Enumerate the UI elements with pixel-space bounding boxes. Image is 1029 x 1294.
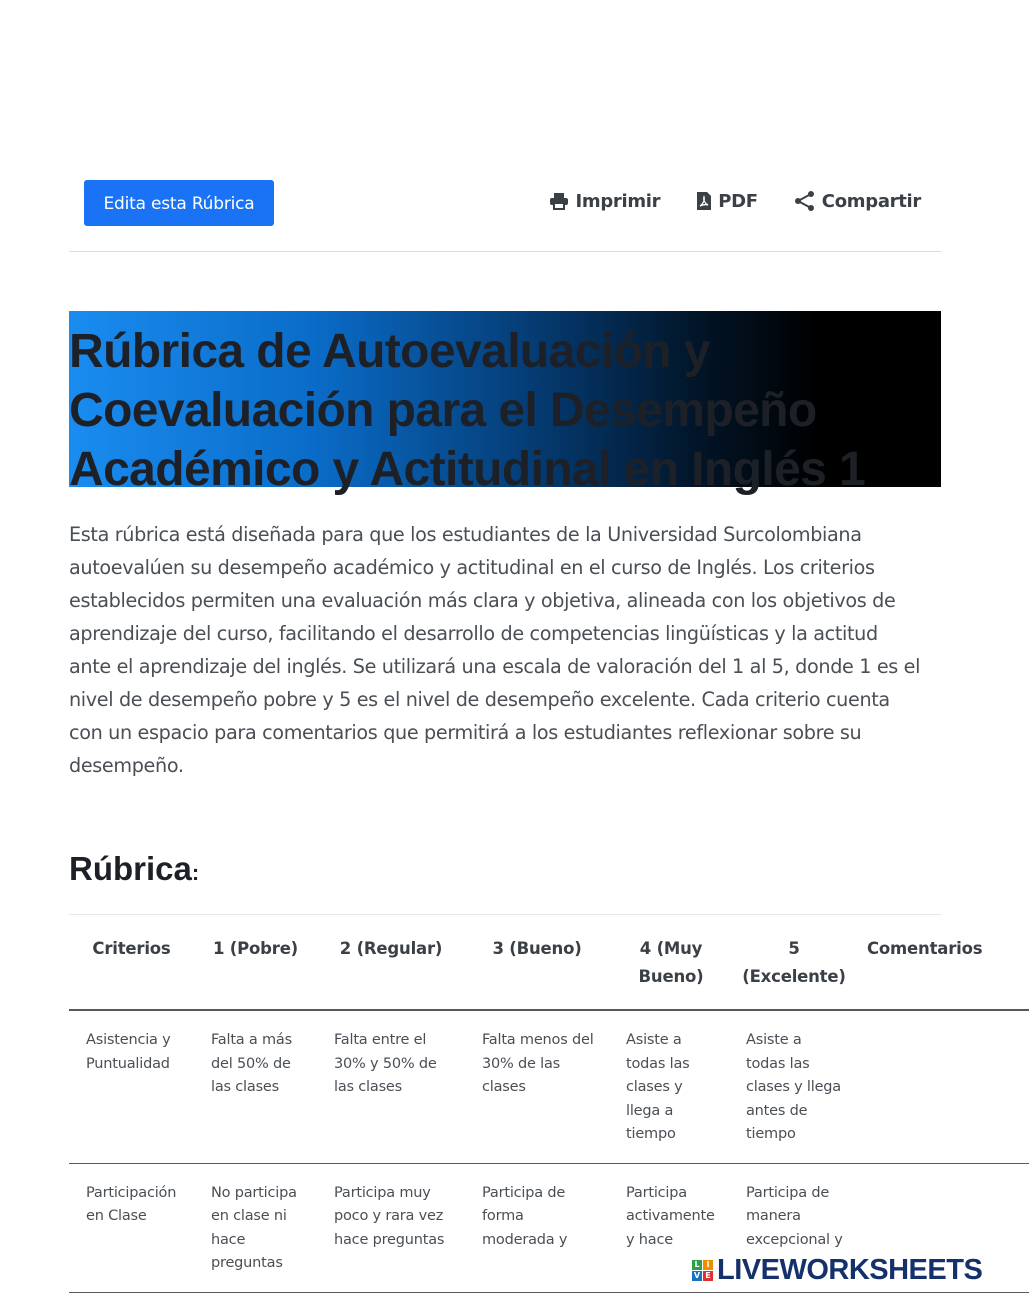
pdf-label: PDF — [718, 190, 758, 212]
rubric-header-row — [69, 915, 1029, 1010]
section-title-text: Rúbrica — [69, 850, 192, 887]
print-label: Imprimir — [575, 190, 661, 212]
share-button[interactable] — [794, 190, 921, 212]
rubric-description: Esta rúbrica está diseñada para que los estudiantes de la Universidad Surcolombiana autoevalúen su desempeño académico y actitudinal en el curso de Inglés. Los criterios establecidos permiten una evaluación más clara y objetiva, alineada con los objetivos de aprendizaje del curso, facilitando el desarrollo de competencias lingüísticas y la actitud ante el aprendizaje del inglés. Se utilizará una escala de valoración del 1 al 5, donde 1 es el nivel de desempeño pobre y 5 es el nivel de desempeño excelente. Cada criterio cuenta con un espacio para comentarios que permitirá a los estudiantes reflexionar sobre su desempeño. — [69, 523, 921, 777]
liveworksheets-logo — [692, 1254, 982, 1287]
printer-icon — [549, 192, 569, 210]
level-4-cell: Participa activamente y hace — [609, 1163, 729, 1292]
pdf-file-icon — [696, 191, 712, 211]
level-3-cell: Falta menos del 30% de las clases — [465, 1010, 609, 1163]
logo-letter-i: I — [703, 1260, 713, 1270]
rubric-table — [69, 915, 1029, 1293]
criterion-cell: Asistencia y Puntualidad — [69, 1010, 194, 1163]
comment-cell[interactable] — [859, 1010, 1029, 1163]
page-title: Rúbrica de Autoevaluación y Coevaluación para el Desempeño Académico y Actitudinal en Inglés 1 — [69, 325, 866, 496]
level-3-cell: Participa de forma moderada y — [465, 1163, 609, 1292]
header-level-3: 3 (Bueno) — [465, 915, 609, 1010]
level-1-cell: Falta a más del 50% de las clases — [194, 1010, 317, 1163]
logo-letter-e: E — [703, 1271, 713, 1281]
logo-text: LIVEWORKSHEETS — [717, 1254, 983, 1286]
table-row — [69, 1010, 1029, 1163]
level-5-cell: Asiste a todas las clases y llega antes de tiempo — [729, 1010, 859, 1163]
header-level-2: 2 (Regular) — [317, 915, 465, 1010]
logo-letter-v: V — [693, 1271, 701, 1280]
header-level-1: 1 (Pobre) — [194, 915, 317, 1010]
document-actions — [549, 190, 921, 212]
header-level-4: 4 (Muy Bueno) — [609, 915, 729, 1010]
toolbar-divider — [69, 251, 941, 252]
header-comentarios: Comentarios — [859, 915, 1029, 1010]
share-label: Compartir — [821, 190, 921, 212]
share-icon — [794, 190, 816, 212]
section-title-colon: : — [191, 860, 200, 885]
edit-rubric-button[interactable]: Edita esta Rúbrica — [84, 180, 274, 226]
logo-mark-icon — [692, 1260, 713, 1281]
level-2-cell: Falta entre el 30% y 50% de las clases — [317, 1010, 465, 1163]
level-1-cell: No participa en clase ni hace preguntas — [194, 1163, 317, 1292]
header-level-5: 5 (Excelente) — [729, 915, 859, 1010]
level-5-cell: Participa de manera excepcional y — [729, 1163, 859, 1292]
level-2-cell: Participa muy poco y rara vez hace preguntas — [317, 1163, 465, 1292]
section-title — [69, 850, 199, 888]
header-criterios: Criterios — [69, 915, 194, 1010]
level-4-cell: Asiste a todas las clases y llega a tiempo — [609, 1010, 729, 1163]
criterion-cell: Participación en Clase — [69, 1163, 194, 1292]
logo-letter-l: L — [692, 1260, 702, 1270]
print-button[interactable] — [549, 191, 660, 212]
pdf-button[interactable] — [696, 191, 758, 212]
